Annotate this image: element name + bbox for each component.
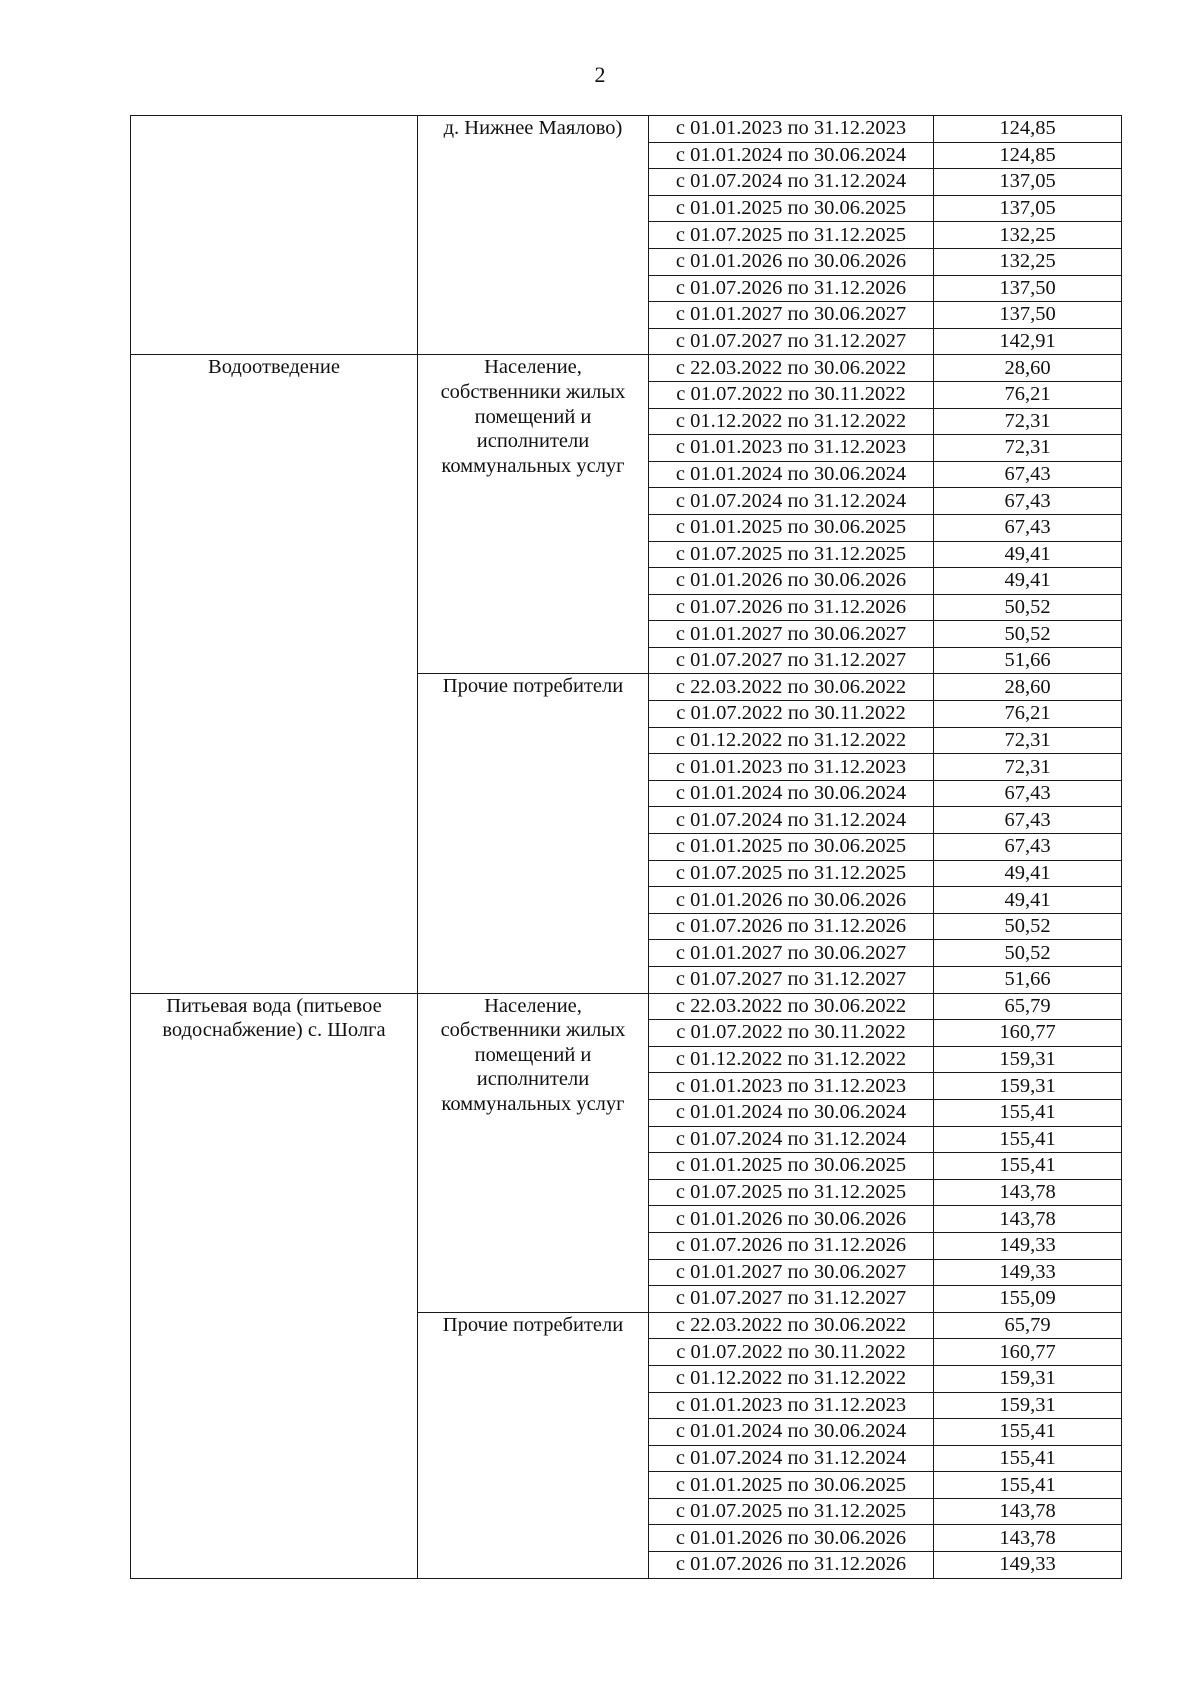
tariff-value-cell: 28,60	[934, 674, 1122, 701]
tariff-value-cell: 143,78	[934, 1206, 1122, 1233]
service-name: Водоотведение	[208, 356, 340, 379]
tariff-value-cell: 149,33	[934, 1552, 1122, 1579]
period-cell: с 01.07.2026 по 31.12.2026	[649, 1552, 934, 1579]
period-cell: с 01.01.2023 по 31.12.2023	[649, 116, 934, 143]
consumer-cell	[418, 674, 649, 993]
tariff-value-cell: 137,50	[934, 302, 1122, 329]
period-cell: с 01.07.2024 по 31.12.2024	[649, 488, 934, 515]
consumer-cell	[418, 1312, 649, 1578]
tariff-value-cell: 72,31	[934, 435, 1122, 462]
tariff-value-cell: 160,77	[934, 1020, 1122, 1047]
period-cell: с 01.01.2023 по 31.12.2023	[649, 754, 934, 781]
tariff-value-cell: 49,41	[934, 568, 1122, 595]
table-row	[131, 993, 1122, 1020]
period-cell: с 01.07.2027 по 31.12.2027	[649, 967, 934, 994]
period-cell: с 01.07.2025 по 31.12.2025	[649, 1179, 934, 1206]
period-cell: с 01.01.2023 по 31.12.2023	[649, 435, 934, 462]
tariff-value-cell: 67,43	[934, 461, 1122, 488]
period-cell: с 22.03.2022 по 30.06.2022	[649, 993, 934, 1020]
tariff-value-cell: 65,79	[934, 993, 1122, 1020]
tariff-value-cell: 72,31	[934, 408, 1122, 435]
tariff-value-cell: 49,41	[934, 887, 1122, 914]
tariff-value-cell: 143,78	[934, 1525, 1122, 1552]
tariff-value-cell: 50,52	[934, 621, 1122, 648]
period-cell: с 01.01.2026 по 30.06.2026	[649, 1525, 934, 1552]
tariff-value-cell: 67,43	[934, 834, 1122, 861]
tariff-value-cell: 50,52	[934, 940, 1122, 967]
tariff-value-cell: 155,41	[934, 1126, 1122, 1153]
tariff-value-cell: 149,33	[934, 1232, 1122, 1259]
tariff-value-cell: 124,85	[934, 116, 1122, 143]
tariff-value-cell: 51,66	[934, 967, 1122, 994]
consumer-cell	[418, 116, 649, 355]
tariff-value-cell: 67,43	[934, 807, 1122, 834]
tariff-value-cell: 155,09	[934, 1286, 1122, 1313]
consumer-name: Население, собственники жилых помещений и исполнители коммунальных услуг	[440, 994, 626, 1115]
period-cell: с 01.07.2027 по 31.12.2027	[649, 1286, 934, 1313]
consumer-cell	[418, 993, 649, 1312]
tariff-value-cell: 155,41	[934, 1472, 1122, 1499]
table-row	[131, 116, 1122, 143]
service-cell	[131, 355, 418, 993]
tariff-value-cell: 155,41	[934, 1153, 1122, 1180]
tariff-value-cell: 132,25	[934, 222, 1122, 249]
tariff-value-cell: 159,31	[934, 1365, 1122, 1392]
period-cell: с 01.01.2025 по 30.06.2025	[649, 1472, 934, 1499]
service-cell	[131, 116, 418, 355]
consumer-cell	[418, 355, 649, 674]
period-cell: с 01.07.2026 по 31.12.2026	[649, 275, 934, 302]
tariff-value-cell: 67,43	[934, 514, 1122, 541]
tariff-value-cell: 159,31	[934, 1046, 1122, 1073]
period-cell: с 01.07.2025 по 31.12.2025	[649, 222, 934, 249]
period-cell: с 01.01.2027 по 30.06.2027	[649, 302, 934, 329]
period-cell: с 01.01.2024 по 30.06.2024	[649, 461, 934, 488]
tariff-value-cell: 28,60	[934, 355, 1122, 382]
period-cell: с 01.07.2025 по 31.12.2025	[649, 860, 934, 887]
period-cell: с 01.12.2022 по 31.12.2022	[649, 1046, 934, 1073]
period-cell: с 01.12.2022 по 31.12.2022	[649, 1365, 934, 1392]
tariff-value-cell: 159,31	[934, 1073, 1122, 1100]
period-cell: с 01.07.2022 по 30.11.2022	[649, 701, 934, 728]
tariff-value-cell: 155,41	[934, 1445, 1122, 1472]
period-cell: с 22.03.2022 по 30.06.2022	[649, 355, 934, 382]
period-cell: с 01.07.2024 по 31.12.2024	[649, 807, 934, 834]
tariff-value-cell: 137,50	[934, 275, 1122, 302]
period-cell: с 01.07.2026 по 31.12.2026	[649, 1232, 934, 1259]
period-cell: с 01.07.2027 по 31.12.2027	[649, 647, 934, 674]
period-cell: с 01.07.2024 по 31.12.2024	[649, 1126, 934, 1153]
period-cell: с 01.01.2026 по 30.06.2026	[649, 1206, 934, 1233]
period-cell: с 01.07.2022 по 30.11.2022	[649, 381, 934, 408]
page-number: 2	[594, 62, 606, 87]
period-cell: с 01.01.2027 по 30.06.2027	[649, 621, 934, 648]
period-cell: с 01.07.2026 по 31.12.2026	[649, 913, 934, 940]
tariff-value-cell: 72,31	[934, 754, 1122, 781]
tariff-value-cell: 76,21	[934, 701, 1122, 728]
tariff-value-cell: 67,43	[934, 488, 1122, 515]
tariff-value-cell: 124,85	[934, 142, 1122, 169]
period-cell: с 01.07.2022 по 30.11.2022	[649, 1020, 934, 1047]
period-cell: с 01.01.2025 по 30.06.2025	[649, 834, 934, 861]
tariff-value-cell: 49,41	[934, 860, 1122, 887]
period-cell: с 01.07.2022 по 30.11.2022	[649, 1339, 934, 1366]
period-cell: с 01.12.2022 по 31.12.2022	[649, 727, 934, 754]
period-cell: с 01.01.2027 по 30.06.2027	[649, 940, 934, 967]
period-cell: с 01.07.2024 по 31.12.2024	[649, 169, 934, 196]
period-cell: с 01.07.2026 по 31.12.2026	[649, 594, 934, 621]
tariff-value-cell: 142,91	[934, 328, 1122, 355]
tariff-value-cell: 137,05	[934, 169, 1122, 196]
tariff-value-cell: 149,33	[934, 1259, 1122, 1286]
service-cell	[131, 993, 418, 1578]
tariff-value-cell: 155,41	[934, 1419, 1122, 1446]
tariff-value-cell: 143,78	[934, 1498, 1122, 1525]
period-cell: с 01.01.2027 по 30.06.2027	[649, 1259, 934, 1286]
tariff-value-cell: 76,21	[934, 381, 1122, 408]
tariff-value-cell: 159,31	[934, 1392, 1122, 1419]
period-cell: с 01.01.2025 по 30.06.2025	[649, 1153, 934, 1180]
period-cell: с 01.01.2024 по 30.06.2024	[649, 780, 934, 807]
service-name: Питьевая вода (питьевое водоснабжение) с. Шолга	[162, 994, 386, 1042]
period-cell: с 01.07.2025 по 31.12.2025	[649, 541, 934, 568]
tariff-value-cell: 160,77	[934, 1339, 1122, 1366]
period-cell: с 01.07.2025 по 31.12.2025	[649, 1498, 934, 1525]
tariff-value-cell: 143,78	[934, 1179, 1122, 1206]
period-cell: с 01.01.2024 по 30.06.2024	[649, 1419, 934, 1446]
period-cell: с 01.01.2023 по 31.12.2023	[649, 1392, 934, 1419]
period-cell: с 01.01.2026 по 30.06.2026	[649, 568, 934, 595]
consumer-name: д. Нижнее Маялово)	[443, 117, 623, 139]
tariff-value-cell: 67,43	[934, 780, 1122, 807]
table-row	[131, 355, 1122, 382]
consumer-name: Прочие потребители	[442, 1313, 624, 1336]
consumer-name: Население, собственники жилых помещений и исполнители коммунальных услуг	[440, 356, 626, 477]
period-cell: с 01.07.2024 по 31.12.2024	[649, 1445, 934, 1472]
period-cell: с 01.07.2027 по 31.12.2027	[649, 328, 934, 355]
tariff-value-cell: 49,41	[934, 541, 1122, 568]
period-cell: с 01.01.2024 по 30.06.2024	[649, 142, 934, 169]
period-cell: с 01.01.2025 по 30.06.2025	[649, 195, 934, 222]
period-cell: с 01.01.2024 по 30.06.2024	[649, 1099, 934, 1126]
tariff-value-cell: 50,52	[934, 594, 1122, 621]
period-cell: с 22.03.2022 по 30.06.2022	[649, 1312, 934, 1339]
period-cell: с 01.01.2023 по 31.12.2023	[649, 1073, 934, 1100]
tariff-value-cell: 155,41	[934, 1099, 1122, 1126]
tariff-table	[130, 115, 1122, 1579]
tariff-value-cell: 51,66	[934, 647, 1122, 674]
period-cell: с 01.12.2022 по 31.12.2022	[649, 408, 934, 435]
tariff-value-cell: 50,52	[934, 913, 1122, 940]
period-cell: с 01.01.2026 по 30.06.2026	[649, 248, 934, 275]
tariff-table-body	[131, 116, 1122, 1579]
period-cell: с 01.01.2026 по 30.06.2026	[649, 887, 934, 914]
tariff-value-cell: 72,31	[934, 727, 1122, 754]
period-cell: с 22.03.2022 по 30.06.2022	[649, 674, 934, 701]
tariff-value-cell: 137,05	[934, 195, 1122, 222]
tariff-value-cell: 132,25	[934, 248, 1122, 275]
period-cell: с 01.01.2025 по 30.06.2025	[649, 514, 934, 541]
consumer-name: Прочие потребители	[442, 675, 624, 698]
tariff-value-cell: 65,79	[934, 1312, 1122, 1339]
